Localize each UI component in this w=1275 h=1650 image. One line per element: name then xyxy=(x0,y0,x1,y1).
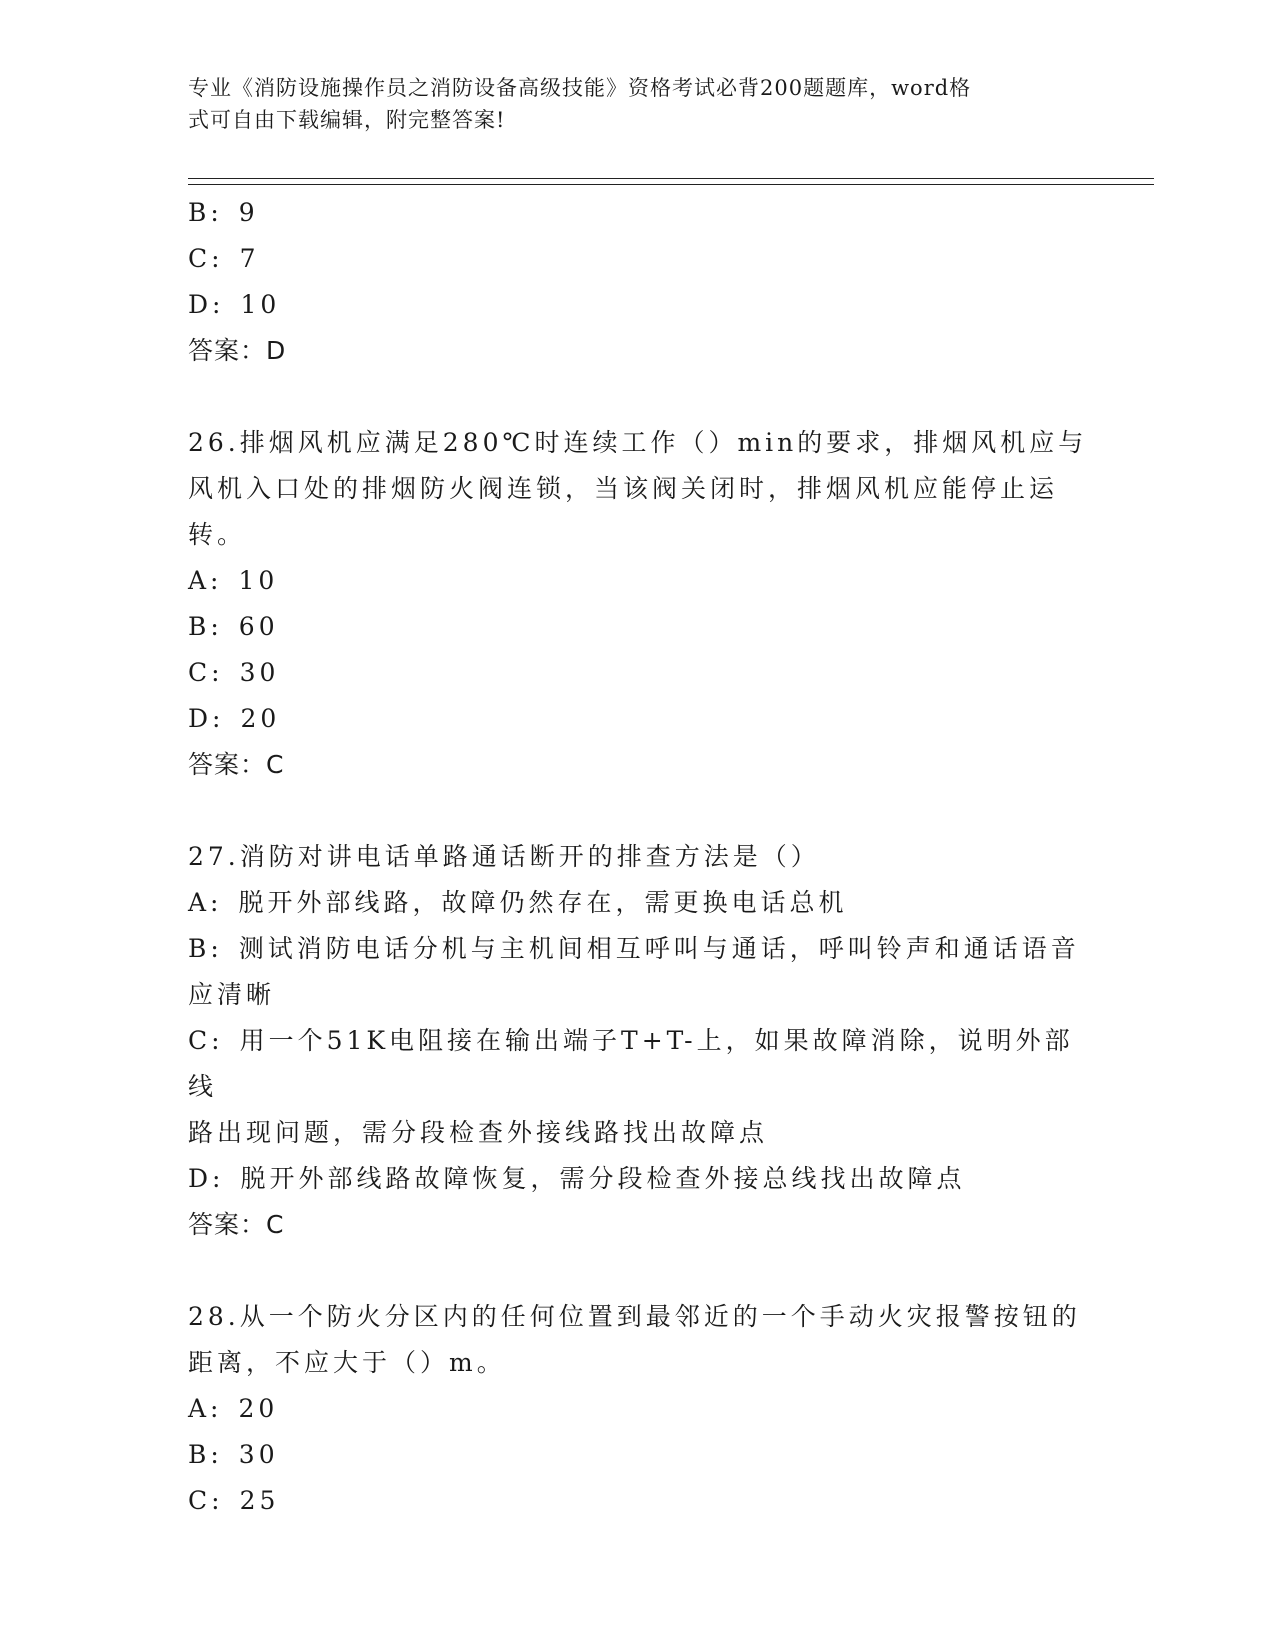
option-line xyxy=(188,926,1088,972)
option-line xyxy=(188,236,1088,282)
option-text: 60 xyxy=(238,612,279,641)
option-label: A: xyxy=(188,566,223,595)
option-text: 测试消防电话分机与主机间相互呼叫与通话，呼叫铃声和通话语音 xyxy=(238,934,1080,963)
option-text: 用一个51K电阻接在输出端子T+T-上，如果故障消除，说明外部线 xyxy=(188,1026,1074,1101)
question-text: 距离，不应大于（）m。 xyxy=(188,1348,506,1377)
question-block xyxy=(188,190,1088,374)
option-text: 30 xyxy=(239,658,280,687)
option-text: 20 xyxy=(238,1394,279,1423)
option-label: C: xyxy=(188,244,224,273)
option-text: 30 xyxy=(238,1440,279,1469)
question-text: 风机入口处的排烟防火阀连锁，当该阀关闭时，排烟风机应能停止运 xyxy=(188,474,1059,503)
option-text: 25 xyxy=(239,1486,280,1515)
option-text: 20 xyxy=(240,704,281,733)
question-block xyxy=(188,1294,1088,1524)
option-line xyxy=(188,1432,1088,1478)
header-divider xyxy=(188,178,1154,185)
answer-line: 答案：D xyxy=(188,336,287,365)
header-line-2: 式可自由下载编辑，附完整答案! xyxy=(188,108,506,132)
option-line xyxy=(188,1156,1088,1202)
option-text: 10 xyxy=(240,290,281,319)
option-line xyxy=(188,1478,1088,1524)
option-label: D: xyxy=(188,704,225,733)
option-label: C: xyxy=(188,1026,224,1055)
option-label: A: xyxy=(188,888,223,917)
question-list xyxy=(188,190,1088,1524)
option-text: 脱开外部线路故障恢复，需分段检查外接总线找出故障点 xyxy=(240,1164,966,1193)
option-line xyxy=(188,558,1088,604)
option-line xyxy=(188,696,1088,742)
option-label: B: xyxy=(188,612,223,641)
option-label: B: xyxy=(188,1440,223,1469)
answer-line: 答案：C xyxy=(188,1210,285,1239)
option-line xyxy=(188,282,1088,328)
question-text: 27.消防对讲电话单路通话断开的排查方法是（） xyxy=(188,842,820,871)
option-label: D: xyxy=(188,290,225,319)
option-label: B: xyxy=(188,934,223,963)
document-header xyxy=(188,72,1068,136)
option-text: 9 xyxy=(238,198,259,227)
question-block xyxy=(188,420,1088,788)
option-text-continued: 路出现问题，需分段检查外接线路找出故障点 xyxy=(188,1118,769,1147)
question-text: 转。 xyxy=(188,520,247,549)
option-label: D: xyxy=(188,1164,225,1193)
option-label: B: xyxy=(188,198,223,227)
option-line xyxy=(188,1018,1088,1110)
option-label: A: xyxy=(188,1394,223,1423)
option-text-continued: 应清晰 xyxy=(188,980,276,1009)
question-block xyxy=(188,834,1088,1248)
option-line xyxy=(188,650,1088,696)
answer-line: 答案：C xyxy=(188,750,285,779)
option-text: 脱开外部线路，故障仍然存在，需更换电话总机 xyxy=(238,888,848,917)
option-line xyxy=(188,1386,1088,1432)
header-line-1: 专业《消防设施操作员之消防设备高级技能》资格考试必背200题题库，word格 xyxy=(188,76,972,100)
question-text: 26.排烟风机应满足280℃时连续工作（）min的要求，排烟风机应与 xyxy=(188,428,1088,457)
option-label: C: xyxy=(188,1486,224,1515)
option-line xyxy=(188,880,1088,926)
option-text: 7 xyxy=(239,244,260,273)
question-text: 28.从一个防火分区内的任何位置到最邻近的一个手动火灾报警按钮的 xyxy=(188,1302,1081,1331)
option-label: C: xyxy=(188,658,224,687)
option-line xyxy=(188,604,1088,650)
option-line xyxy=(188,190,1088,236)
option-text: 10 xyxy=(238,566,279,595)
